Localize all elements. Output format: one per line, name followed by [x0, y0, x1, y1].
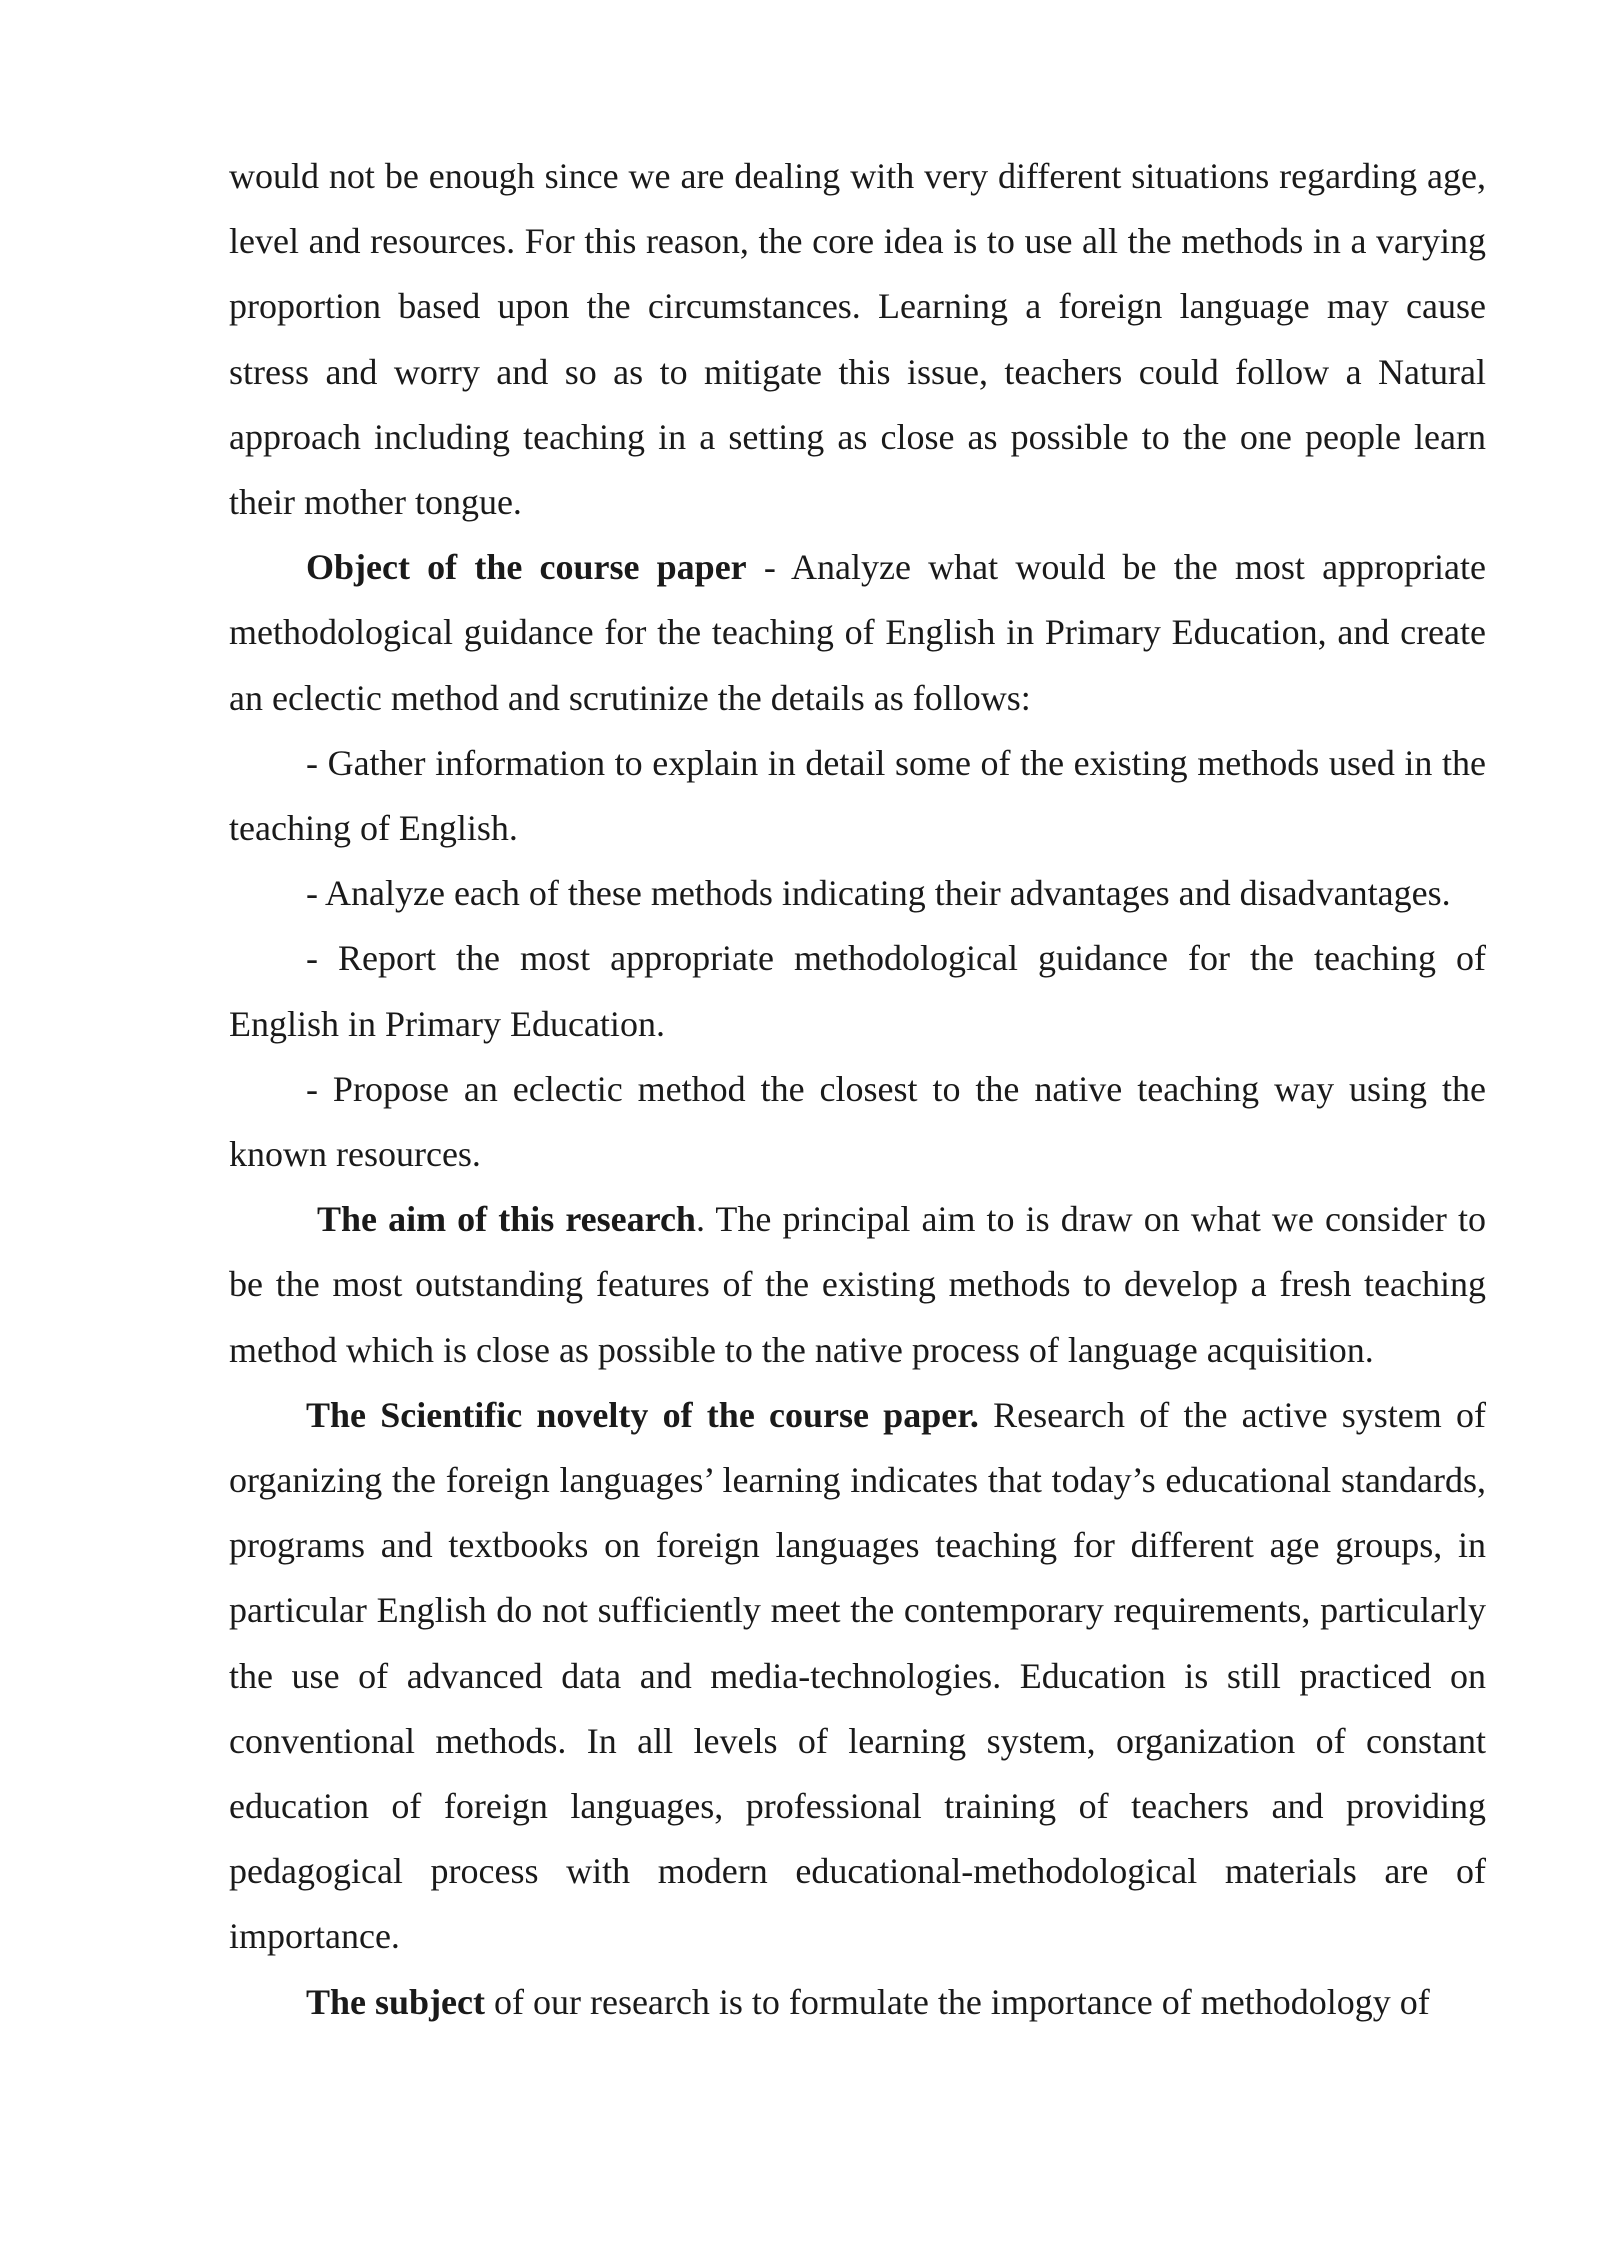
- paragraph-novelty: [229, 1383, 1486, 1970]
- paragraph-heading: The subject: [306, 1981, 485, 2022]
- list-item: [229, 731, 1486, 861]
- paragraph-text: - Analyze what would be the most appropriate methodological guidance for the teaching of English in Primary Education, and create an eclectic method and scrutinize the details as follows:: [229, 547, 1486, 718]
- paragraph-heading: Object of the course paper: [306, 547, 747, 588]
- paragraph-heading: The aim of this research: [317, 1199, 696, 1240]
- paragraph-text: of our research is to formulate the importance of methodology of: [485, 1981, 1430, 2022]
- list-item-text: - Report the most appropriate methodological guidance for the teaching of English in Primary Education.: [229, 938, 1486, 1044]
- paragraph-heading: The Scientific novelty of the course paper.: [306, 1394, 979, 1435]
- list-item: [229, 926, 1486, 1056]
- paragraph-text: . The principal aim to is draw on what we consider to be the most outstanding features of the existing methods to develop a fresh teaching method which is close as possible to the native process of language acquisition.: [229, 1199, 1486, 1370]
- list-item-text: - Analyze each of these methods indicating their advantages and disadvantages.: [306, 873, 1451, 914]
- paragraph-aim: [229, 1187, 1486, 1383]
- paragraph-object: [229, 535, 1486, 731]
- body-text: [229, 144, 1486, 2035]
- paragraph-subject: [229, 1970, 1486, 2035]
- list-item: [229, 1057, 1486, 1187]
- list-item-text: - Gather information to explain in detail some of the existing methods used in the teaching of English.: [229, 742, 1486, 849]
- list-item-text: - Propose an eclectic method the closest to the native teaching way using the known resources.: [229, 1068, 1486, 1175]
- paragraph-text: Research of the active system of organizing the foreign languages’ learning indicates that today’s educational standards, programs and textbooks on foreign languages teaching for different age groups, in particular English do not sufficiently meet the contemporary requirements, particularly the use of advanced data and media-technologies. Education is still practiced on conventional methods. In all levels of learning system, organization of constant education of foreign languages, professional training of teachers and providing pedagogical process with modern educational-methodological materials are of importance.: [229, 1394, 1486, 1957]
- paragraph-text: would not be enough since we are dealing with very different situations regarding age, level and resources. For this reason, the core idea is to use all the methods in a varying proportion based upon the circumstances. Learning a foreign language may cause stress and worry and so as to mitigate this issue, teachers could follow a Natural approach including teaching in a setting as close as possible to the one people learn their mother tongue.: [229, 156, 1486, 523]
- list-item: [229, 861, 1486, 926]
- paragraph-intro-continued: [229, 144, 1486, 535]
